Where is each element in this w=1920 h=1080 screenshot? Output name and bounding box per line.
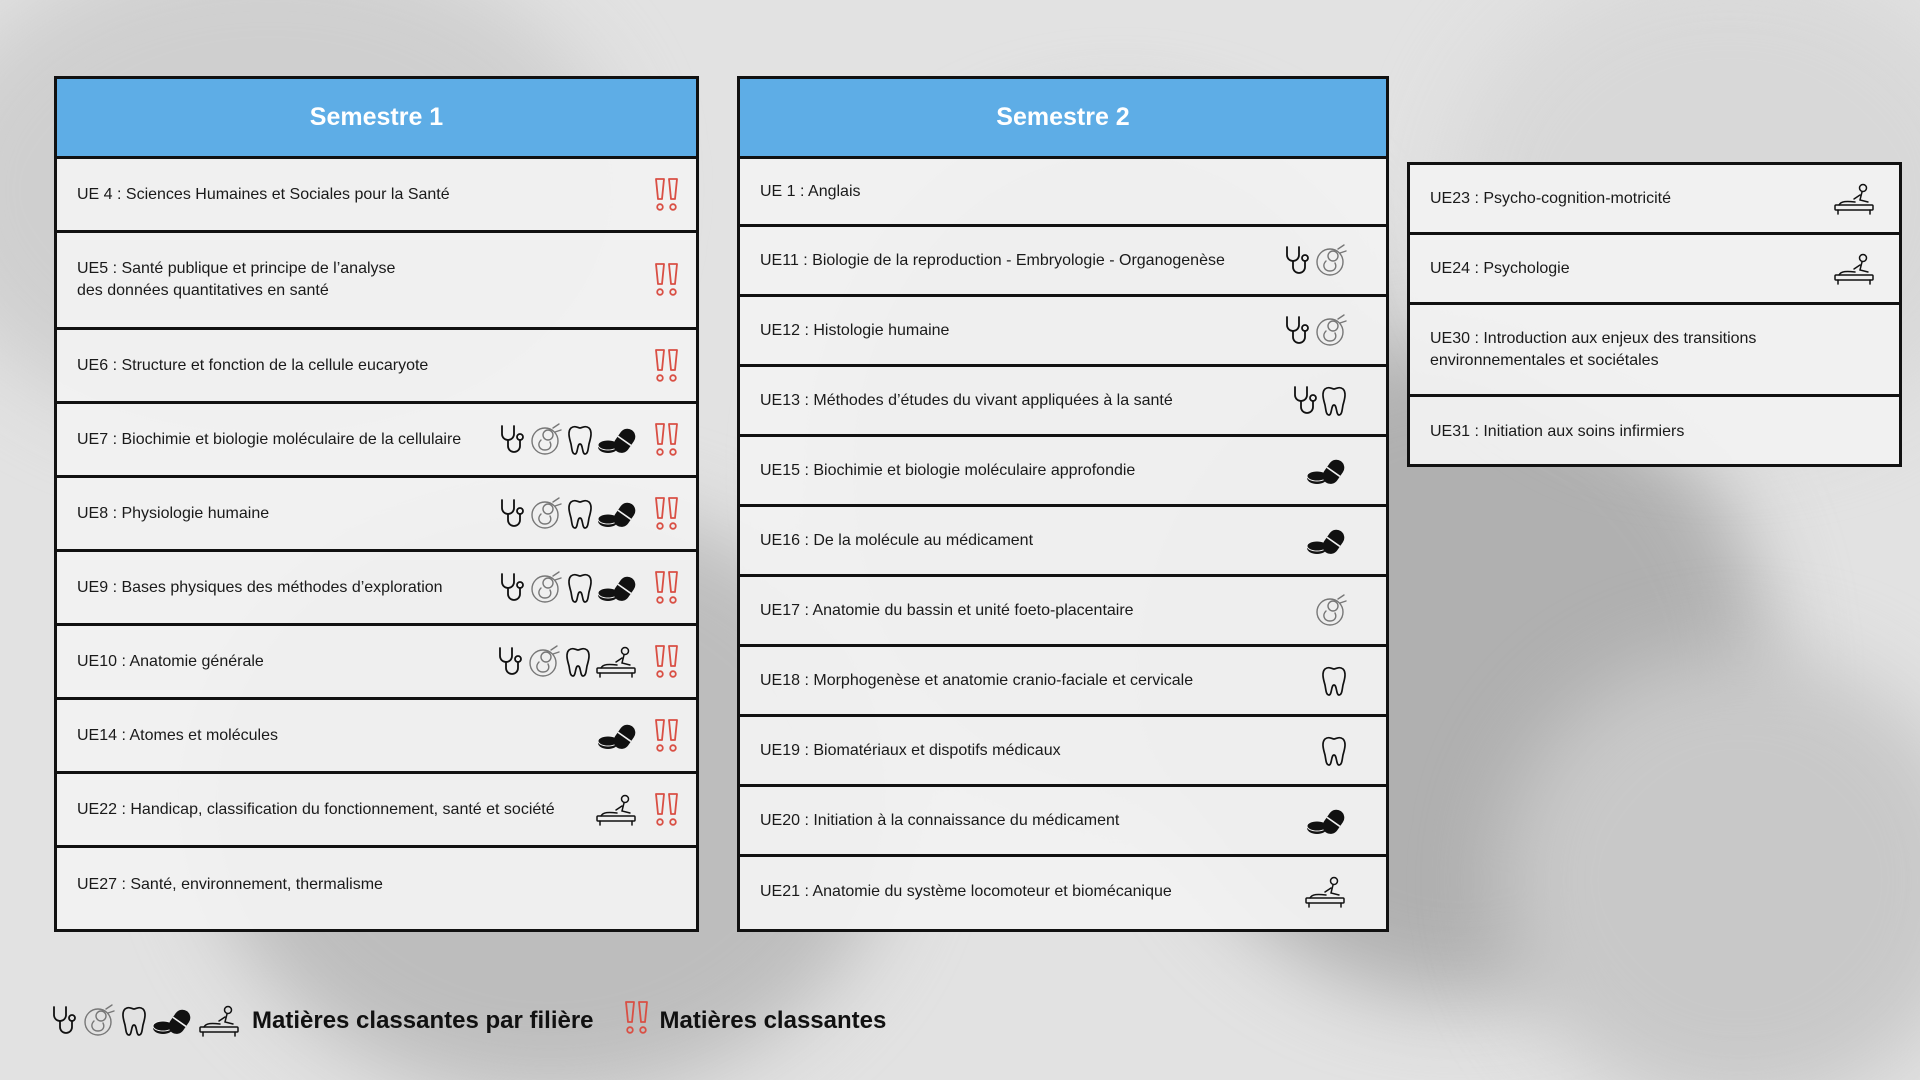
- legend: [50, 1000, 886, 1041]
- pills-icon: [1306, 525, 1348, 557]
- semestre-2-panel: [737, 76, 1389, 932]
- ue-label: UE30 : Introduction aux enjeux des transitions environnementales et sociétales: [1430, 329, 1757, 369]
- ue-row: [740, 647, 1386, 717]
- legend-filiere-icons: [50, 1003, 242, 1039]
- fetus-icon: [525, 644, 561, 680]
- ue-row: [57, 478, 696, 552]
- tooth-icon: [566, 572, 594, 604]
- ue-icons: [642, 348, 680, 384]
- massage-icon: [595, 794, 639, 826]
- ue-row: [1410, 165, 1899, 235]
- ue-icons: [1312, 593, 1348, 629]
- ue-label: UE8 : Physiologie humaine: [77, 504, 270, 522]
- ue-icons: [1283, 313, 1348, 349]
- alert-icon: [654, 177, 680, 213]
- ue-label: UE20 : Initiation à la connaissance du médicament: [760, 811, 1120, 829]
- ue-label: UE31 : Initiation aux soins infirmiers: [1430, 423, 1685, 440]
- ue-icons: [1304, 876, 1348, 908]
- ue-row: [740, 297, 1386, 367]
- pills-icon: [597, 498, 639, 530]
- tooth-icon: [1320, 665, 1348, 697]
- ue-icons: [496, 644, 680, 680]
- tooth-icon: [120, 1005, 148, 1037]
- ue-label: UE10 : Anatomie générale: [77, 652, 264, 670]
- ue-icons: [1320, 735, 1348, 767]
- alert-icon: [654, 348, 680, 384]
- pills-icon: [152, 1005, 194, 1037]
- tooth-icon: [564, 646, 592, 678]
- massage-icon: [198, 1005, 242, 1037]
- ue-icons: [1306, 455, 1348, 487]
- ue-icons: [1283, 243, 1348, 279]
- tooth-icon: [566, 424, 594, 456]
- ue-row: [740, 367, 1386, 437]
- ue-row: [57, 848, 696, 922]
- ue-row: [740, 227, 1386, 297]
- ue-label: UE17 : Anatomie du bassin et unité foeto-placentaire: [760, 601, 1134, 619]
- ue-row: [57, 159, 696, 233]
- fetus-icon: [80, 1003, 116, 1039]
- tooth-icon: [1320, 735, 1348, 767]
- ue-icons: [1291, 385, 1348, 417]
- fetus-icon: [1312, 313, 1348, 349]
- ue-label: UE5 : Santé publique et principe de l’analyse des données quantitatives en santé: [77, 260, 396, 299]
- stethoscope-icon: [1291, 385, 1317, 417]
- ue-label: UE 4 : Sciences Humaines et Sociales pour la Santé: [77, 185, 450, 203]
- legend-classante-icon: [624, 1000, 650, 1041]
- ue-row: [57, 700, 696, 774]
- alert-icon: [654, 718, 680, 754]
- alert-icon: [654, 570, 680, 606]
- ue-icons: [1306, 805, 1348, 837]
- stethoscope-icon: [498, 424, 524, 456]
- ue-row: [1410, 397, 1899, 467]
- alert-icon: [624, 1000, 650, 1036]
- semestre-1-panel: [54, 76, 699, 932]
- additional-ue-panel: [1407, 162, 1902, 467]
- ue-icons: [595, 792, 680, 828]
- ue-label: UE22 : Handicap, classification du fonctionnement, santé et société: [77, 800, 555, 818]
- ue-row: [740, 787, 1386, 857]
- ue-row: [57, 626, 696, 700]
- fetus-icon: [1312, 243, 1348, 279]
- ue-icons: [1833, 253, 1877, 285]
- ue-icons: [597, 718, 680, 754]
- ue-label: UE21 : Anatomie du système locomoteur et biomécanique: [760, 883, 1172, 900]
- ue-row: [740, 857, 1386, 927]
- ue-row: [57, 404, 696, 478]
- fetus-icon: [1312, 593, 1348, 629]
- ue-label: UE12 : Histologie humaine: [760, 321, 950, 339]
- fetus-icon: [527, 570, 563, 606]
- ue-label: UE27 : Santé, environnement, thermalisme: [77, 876, 383, 893]
- ue-label: UE11 : Biologie de la reproduction - Embryologie - Organogenèse: [760, 251, 1225, 269]
- semestre-1-rows: [57, 159, 696, 922]
- massage-icon: [1304, 876, 1348, 908]
- tooth-icon: [566, 498, 594, 530]
- ue-label: UE14 : Atomes et molécules: [77, 726, 278, 744]
- ue-row: [1410, 305, 1899, 397]
- massage-icon: [1833, 183, 1877, 215]
- ue-icons: [642, 262, 680, 298]
- ue-label: UE6 : Structure et fonction de la cellule eucaryote: [77, 356, 429, 374]
- alert-icon: [654, 422, 680, 458]
- stethoscope-icon: [496, 646, 522, 678]
- ue-icons: [642, 177, 680, 213]
- ue-label: UE 1 : Anglais: [760, 182, 861, 200]
- semestre-2-rows: [740, 159, 1386, 927]
- legend-filiere-label: Matières classantes par filière: [252, 1006, 594, 1034]
- semestre-2-title: Semestre 2: [740, 79, 1386, 159]
- ue-label: UE19 : Biomatériaux et dispotifs médicaux: [760, 741, 1061, 759]
- ue-label: UE24 : Psychologie: [1430, 259, 1570, 277]
- ue-row: [57, 330, 696, 404]
- pills-icon: [597, 572, 639, 604]
- ue-row: [57, 233, 696, 330]
- pills-icon: [597, 424, 639, 456]
- alert-icon: [654, 644, 680, 680]
- ue-row: [740, 577, 1386, 647]
- legend-classante-label: Matières classantes: [659, 1006, 887, 1034]
- alert-icon: [654, 792, 680, 828]
- pills-icon: [597, 720, 639, 752]
- massage-icon: [1833, 253, 1877, 285]
- stethoscope-icon: [50, 1005, 76, 1037]
- ue-row: [1410, 235, 1899, 305]
- stethoscope-icon: [498, 572, 524, 604]
- semestre-1-title: Semestre 1: [57, 79, 696, 159]
- ue-label: UE9 : Bases physiques des méthodes d’exploration: [77, 578, 443, 596]
- ue-icons: [498, 570, 680, 606]
- ue-row: [740, 717, 1386, 787]
- pills-icon: [1306, 805, 1348, 837]
- ue-label: UE7 : Biochimie et biologie moléculaire de la cellulaire: [77, 430, 462, 448]
- alert-icon: [654, 496, 680, 532]
- ue-label: UE16 : De la molécule au médicament: [760, 531, 1034, 549]
- ue-icons: [1306, 525, 1348, 557]
- ue-row: [740, 437, 1386, 507]
- fetus-icon: [527, 422, 563, 458]
- fetus-icon: [527, 496, 563, 532]
- alert-icon: [654, 262, 680, 298]
- ue-icons: [1833, 183, 1877, 215]
- stethoscope-icon: [1283, 245, 1309, 277]
- additional-ue-rows: [1410, 165, 1899, 467]
- pills-icon: [1306, 455, 1348, 487]
- ue-label: UE13 : Méthodes d’études du vivant appliquées à la santé: [760, 391, 1173, 409]
- ue-label: UE18 : Morphogenèse et anatomie cranio-faciale et cervicale: [760, 671, 1194, 689]
- ue-row: [57, 552, 696, 626]
- stethoscope-icon: [498, 498, 524, 530]
- ue-icons: [498, 422, 680, 458]
- ue-label: UE15 : Biochimie et biologie moléculaire approfondie: [760, 461, 1136, 479]
- massage-icon: [595, 646, 639, 678]
- ue-icons: [1320, 665, 1348, 697]
- tooth-icon: [1320, 385, 1348, 417]
- ue-icons: [498, 496, 680, 532]
- ue-row: [740, 507, 1386, 577]
- stethoscope-icon: [1283, 315, 1309, 347]
- ue-row: [57, 774, 696, 848]
- ue-row: [740, 159, 1386, 227]
- ue-label: UE23 : Psycho-cognition-motricité: [1430, 189, 1671, 207]
